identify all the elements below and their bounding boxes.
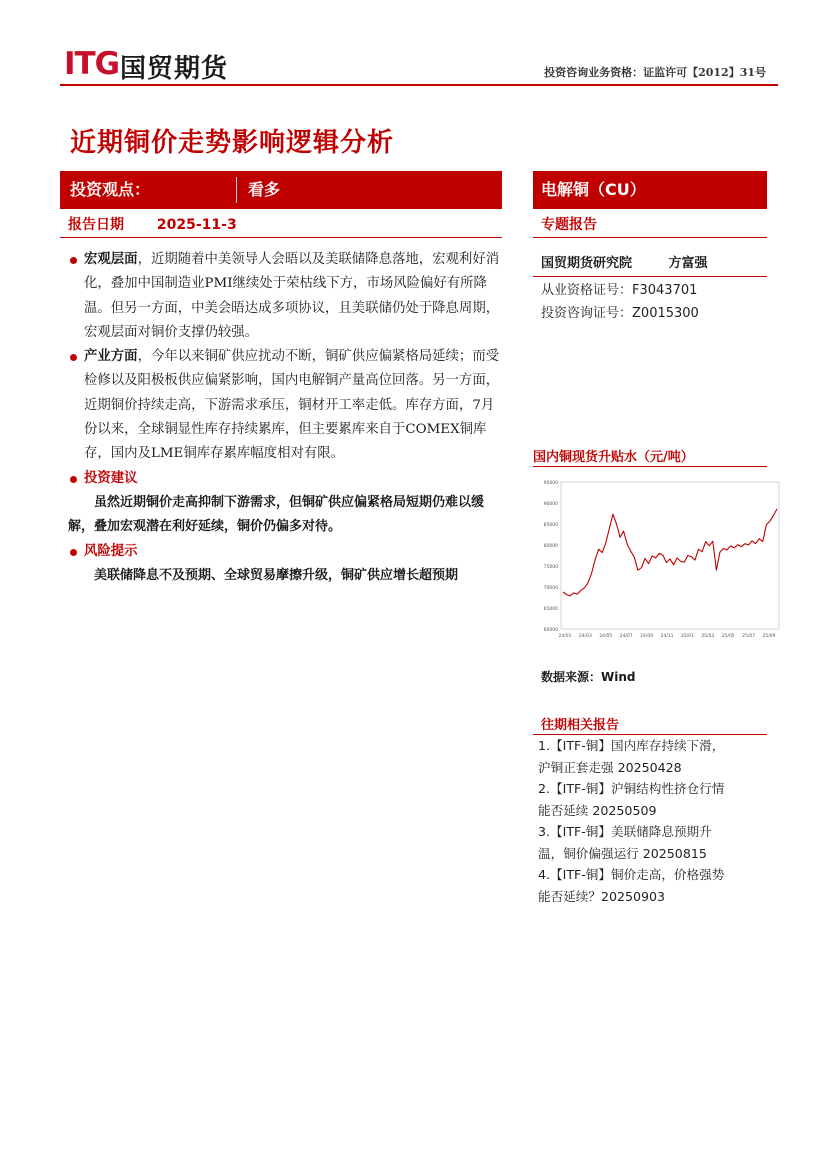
cert2-value: Z0015300 xyxy=(632,306,699,321)
view-band-separator xyxy=(236,177,237,203)
y-tick-label: 75000 xyxy=(543,565,558,570)
data-source: 数据来源：Wind xyxy=(541,670,636,684)
consulting-cert xyxy=(541,302,699,321)
spot-premium-chart xyxy=(533,474,783,644)
analyst-name: 方富强 xyxy=(668,256,708,271)
x-tick-label: 25/01 xyxy=(680,634,694,639)
license-text: 投资咨询业务资格：证监许可【2012】31号 xyxy=(544,66,766,79)
macro-paragraph xyxy=(68,248,502,345)
past-reports-list xyxy=(538,735,768,907)
y-tick-label: 95000 xyxy=(543,481,558,486)
advice-text: 虽然近期铜价走高抑制下游需求，但铜矿供应偏紧格局短期仍难以缓解，叠加宏观潜在利好延续，铜价仍偏多对待。 xyxy=(68,494,485,535)
y-tick-label: 60000 xyxy=(543,628,558,633)
view-label: 投资观点： xyxy=(70,180,151,199)
header-divider xyxy=(60,84,778,86)
past-report-2[interactable]: 2.【ITF-铜】沪铜结构性挤仓行情 能否延续 20250509 xyxy=(538,781,725,818)
macro-heading: 宏观层面 xyxy=(84,252,138,267)
view-band xyxy=(60,171,502,209)
x-tick-label: 24/05 xyxy=(599,634,613,639)
past-report-3[interactable]: 3.【ITF-铜】美联储降息预期升 温，铜价偏强运行 20250815 xyxy=(538,824,712,861)
report-title: 近期铜价走势影响逻辑分析 xyxy=(70,128,395,158)
report-body xyxy=(68,248,502,588)
qualification-cert xyxy=(541,279,697,298)
x-tick-label: 24/01 xyxy=(558,634,572,639)
report-type: 专题报告 xyxy=(541,217,597,233)
x-tick-label: 24/03 xyxy=(578,634,592,639)
chart-frame xyxy=(561,482,779,629)
x-tick-label: 24/09 xyxy=(640,634,654,639)
advice-heading: 投资建议 xyxy=(68,467,502,491)
x-tick-label: 25/03 xyxy=(701,634,715,639)
x-tick-label: 25/05 xyxy=(721,634,735,639)
past-reports-title: 往期相关报告 xyxy=(541,718,620,733)
past-report-4[interactable]: 4.【ITF-铜】铜价走高，价格强势 能否延续？20250903 xyxy=(538,867,725,904)
past-report-1[interactable]: 1.【ITF-铜】国内库存持续下滑， 沪铜正套走强 20250428 xyxy=(538,738,725,775)
report-date-value: 2025-11-3 xyxy=(156,217,237,233)
left-divider xyxy=(60,237,502,238)
brand-logo-itg: ITG xyxy=(64,46,120,82)
y-tick-label: 70000 xyxy=(543,586,558,591)
industry-text: ，今年以来铜矿供应扰动不断，铜矿供应偏紧格局延续；而受检修以及阳极板供应偏紧影响，国内电解铜产量高位回落。另一方面，近期铜价持续走高，下游需求承压，铜材开工率走低。库存方面，7月份以来，全球铜显性库存持续累库，但主要累库来自于COMEX铜库存，国内及LME铜库存累库幅度相对有限。 xyxy=(84,349,500,462)
x-tick-label: 24/11 xyxy=(660,634,674,639)
brand-logo-name: 国贸期货 xyxy=(120,54,229,84)
product-band: 电解铜（CU） xyxy=(533,171,767,209)
report-date-label: 报告日期 xyxy=(68,217,124,233)
macro-text: ，近期随着中美领导人会晤以及美联储降息落地，宏观利好消化，叠加中国制造业PMI继续处于荣枯线下方，市场风险偏好有所降温。但另一方面，中美会晤达成多项协议，且美联储仍处于降息周期，宏观层面对铜价支撑仍较强。 xyxy=(84,252,500,340)
institute-name: 国贸期货研究院 xyxy=(541,256,633,271)
industry-heading: 产业方面 xyxy=(84,349,138,365)
right-divider-3 xyxy=(533,466,767,467)
cert2-label: 投资咨询证号： xyxy=(541,306,633,321)
industry-paragraph xyxy=(68,345,502,466)
x-tick-label: 24/07 xyxy=(619,634,633,639)
report-date xyxy=(68,214,237,234)
analyst-line xyxy=(541,252,708,271)
y-tick-label: 90000 xyxy=(543,502,558,507)
risk-text: 美联储降息不及预期、全球贸易摩擦升级，铜矿供应增长超预期 xyxy=(94,567,459,583)
series-line xyxy=(563,509,777,596)
cert1-value: F3043701 xyxy=(632,283,698,298)
y-tick-label: 80000 xyxy=(543,544,558,549)
y-tick-label: 85000 xyxy=(543,523,558,528)
chart-title: 国内铜现货升贴水（元/吨） xyxy=(533,450,694,465)
cert1-label: 从业资格证号： xyxy=(541,283,633,298)
right-divider-2 xyxy=(533,276,767,277)
view-value: 看多 xyxy=(248,180,281,199)
risk-heading: 风险提示 xyxy=(68,540,502,564)
x-tick-label: 25/07 xyxy=(742,634,756,639)
y-tick-label: 65000 xyxy=(543,607,558,612)
x-tick-label: 25/09 xyxy=(762,634,776,639)
right-divider-1 xyxy=(533,237,767,238)
